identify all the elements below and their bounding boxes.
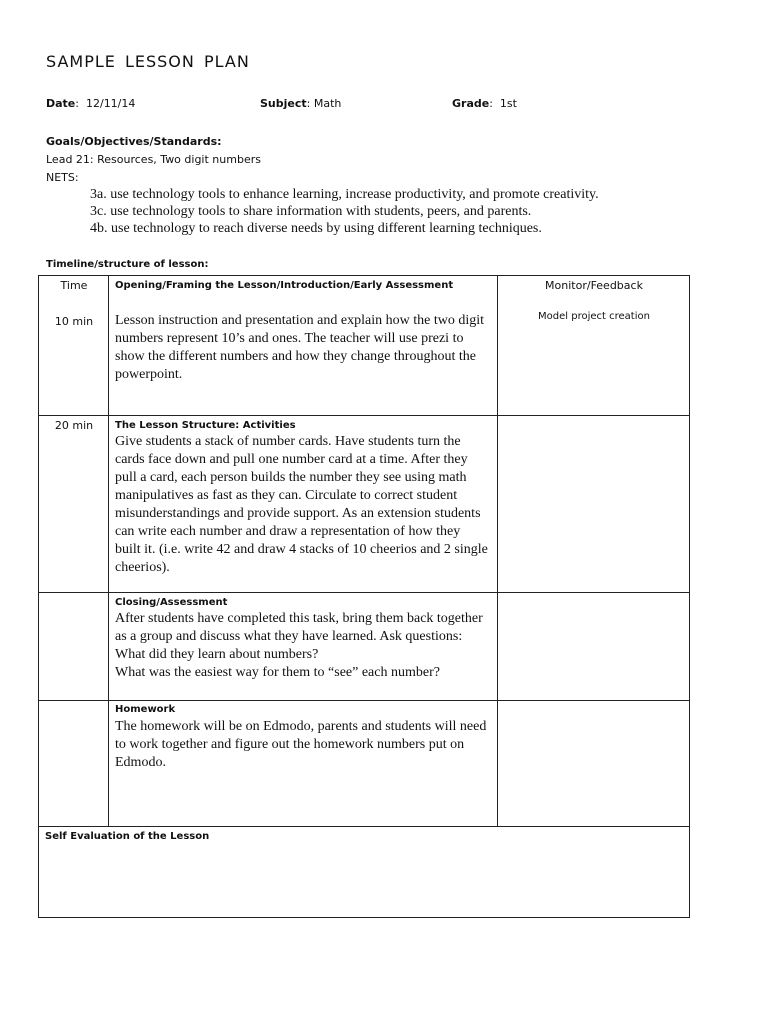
time-cell: [38, 700, 109, 827]
date-label: Date: [46, 97, 76, 110]
self-evaluation-cell: [38, 826, 690, 918]
monitor-cell: [497, 415, 690, 593]
time-cell: [38, 415, 109, 593]
meta-row: [46, 97, 746, 113]
grade-value: 1st: [499, 97, 517, 110]
date-field: Date: 12/11/14: [46, 97, 136, 110]
activity-cell: [108, 592, 498, 701]
monitor-cell: [497, 592, 690, 701]
activity-body: [115, 610, 489, 682]
activity-heading: The Lesson Structure: Activities: [115, 420, 296, 431]
self-evaluation-heading: Self Evaluation of the Lesson: [45, 831, 210, 842]
activity-cell: [108, 700, 498, 827]
grade-label: Grade: [452, 97, 490, 110]
closing-text: After students have completed this task, bring them back together as a group and discuss what they have learned. Ask questions:: [115, 611, 483, 644]
timeline-heading: Timeline/structure of lesson:: [46, 259, 209, 270]
activity-body: The homework will be on Edmodo, parents and students will need to work together and figure out the homework numbers put on Edmodo.: [115, 719, 487, 770]
time-value: 20 min: [54, 419, 94, 432]
subject-label: Subject: [260, 97, 307, 110]
time-cell: [38, 592, 109, 701]
monitor-header: Monitor/Feedback: [545, 279, 643, 292]
nets-item: 3a. use technology tools to enhance learning, increase productivity, and promote creativity.: [90, 187, 599, 202]
lesson-table: [38, 275, 690, 918]
activity-heading: Homework: [115, 704, 176, 715]
monitor-cell: [497, 700, 690, 827]
nets-list: [90, 186, 599, 237]
activity-heading: Opening/Framing the Lesson/Introduction/Early Assessment: [115, 280, 454, 291]
time-header: Time: [60, 279, 88, 292]
monitor-value: Model project creation: [538, 311, 650, 322]
subject-field: Subject: Math: [260, 97, 342, 110]
nets-label: NETS:: [46, 171, 79, 184]
date-value: 12/11/14: [85, 97, 136, 110]
goals-section: [46, 133, 261, 187]
time-value: 10 min: [54, 315, 94, 328]
activity-heading: Closing/Assessment: [115, 597, 228, 608]
time-cell: [38, 275, 109, 416]
nets-item: 3c. use technology tools to share information with students, peers, and parents.: [90, 204, 532, 219]
grade-field: Grade: 1st: [452, 97, 517, 110]
activity-cell: [108, 275, 498, 416]
page-title: SAMPLE LESSON PLAN: [46, 52, 250, 71]
activity-body: Give students a stack of number cards. Have students turn the cards face down and pull one number card at a time. After they pull a card, each person builds the number they see using math manipulatives as fast as they can. Circulate to correct student misunderstandings and provide support. As an extension students can write each number and draw a representation of how they built it. (i.e. write 42 and draw 4 stacks of 10 cheerios and 2 single cheerios).: [115, 434, 488, 575]
closing-question: What was the easiest way for them to “see” each number?: [115, 665, 440, 680]
closing-question: What did they learn about numbers?: [115, 647, 319, 662]
activity-cell: [108, 415, 498, 593]
goals-heading: Goals/Objectives/Standards:: [46, 135, 222, 148]
subject-value: Math: [313, 97, 342, 110]
nets-item: 4b. use technology to reach diverse needs by using different learning techniques.: [90, 221, 542, 236]
goals-lead: Lead 21: Resources, Two digit numbers: [46, 153, 261, 166]
monitor-cell: [497, 275, 690, 416]
activity-body: Lesson instruction and presentation and explain how the two digit numbers represent 10’s and ones. The teacher will use prezi to show the different numbers and how they change throughout the powerpoint.: [115, 313, 484, 382]
